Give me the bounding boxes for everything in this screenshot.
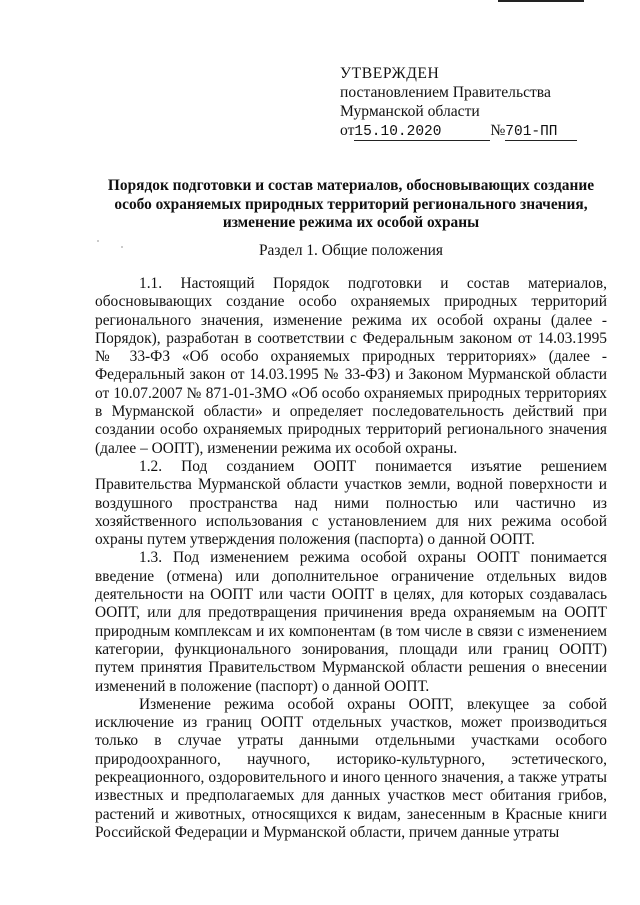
date-prefix: от	[340, 122, 355, 139]
paragraph-1-1: 1.1. Настоящий Порядок подготовки и состав материалов, обосновывающих создание особо охраняемых природных территорий регионального значения, изменение режима их особой охраны (далее - Порядок), разработан в соответствии с Федеральным законом от 14.03.1995 № 33-ФЗ «Об особо охраняемых природных территориях» (далее - Федеральный закон от 14.03.1995 № 33-ФЗ) и Законом Мурманской области от 10.07.2007 № 871-01-ЗМО «Об особо охраняемых природных территориях в Мурманской области» и определяет последовательность действий при создании особо охраняемых природных территорий регионального значения (далее – ООПТ), изменении режима их особой охраны.	[95, 275, 607, 457]
approval-date-number-row	[340, 121, 610, 141]
paragraph-1-3-continued: Изменение режима особой охраны ООПТ, влекущее за собой исключение из границ ООПТ отдельных участков, может производиться только в случае утраты данными отдельными участками особого природоохранного, научного, историко-культурного, эстетического, рекреационного, оздоровительного и иного ценного значения, а также утраты известных и предполагаемых для данных участков мест обитания грибов, растений и животных, относящихся к видам, занесенным в Красные книги Российской Федерации и Мурманской области, причем данные утраты	[95, 695, 607, 841]
approval-number: 701-ПП	[505, 124, 577, 141]
approval-issuer-line-2: Мурманской области	[340, 103, 480, 120]
paragraph-1-3: 1.3. Под изменением режима особой охраны ООПТ понимается введение (отмена) или дополнительное ограничение отдельных видов деятельности на ООПТ или части ООПТ в целях, для которых создавалась ООПТ, или для предотвращения причинения вреда охраняемым на ООПТ природным комплексам и их компонентам (в том числе в связи с изменением категории, функционального зонирования, площади или границ ООПТ) путем принятия Правительством Мурманской области решения о внесении изменений в положение (паспорт) о данной ООПТ.	[95, 549, 607, 695]
section-heading: Раздел 1. Общие положения	[258, 242, 444, 259]
approval-heading: УТВЕРЖДЕН	[340, 65, 440, 82]
scan-speck	[121, 246, 123, 248]
document-title: Порядок подготовки и состав материалов, обосновывающих создание особо охраняемых природных территорий регионального значения, изменение режима их особой охраны	[107, 177, 595, 231]
document-body	[95, 275, 607, 842]
approval-issuer-line-1: постановлением Правительства	[340, 84, 551, 101]
paragraph-1-2: 1.2. Под созданием ООПТ понимается изъятие решением Правительства Мурманской области участков земли, водной поверхности и воздушного пространства над ними полностью или частично из хозяйственного использования с установлением для них режима особой охраны путем утверждения положения (паспорта) о данной ООПТ.	[95, 457, 607, 549]
scan-edge-line	[498, 0, 584, 2]
number-prefix: №	[490, 122, 506, 139]
approval-date: 15.10.2020	[354, 124, 490, 141]
approval-block	[340, 64, 610, 141]
scan-speck	[97, 240, 99, 242]
